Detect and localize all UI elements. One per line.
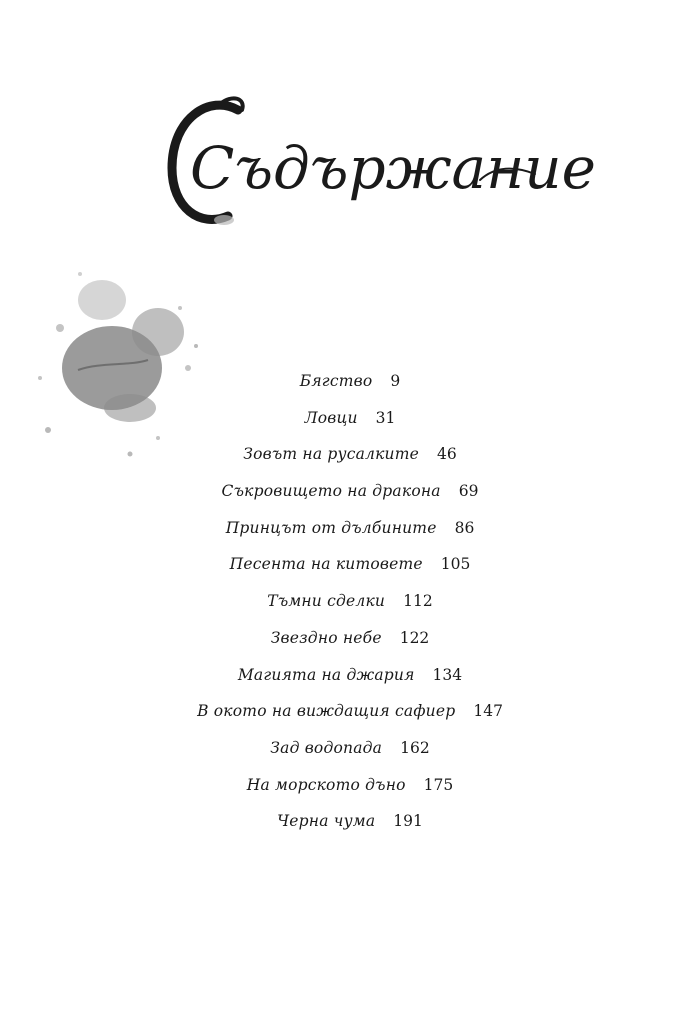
title-text: Съдържание [190, 134, 596, 202]
toc-entry-page: 112 [403, 592, 433, 611]
toc-entry-title: Песента на китовете [229, 555, 423, 574]
title-ink-drop [214, 215, 234, 225]
toc-entry[interactable] [0, 404, 700, 441]
toc-entry[interactable] [0, 550, 700, 587]
toc-entry-page: 147 [473, 702, 503, 721]
toc-entry[interactable] [0, 624, 700, 661]
toc-entry-page: 86 [454, 518, 475, 537]
heading-area [0, 0, 700, 260]
toc-entry-page: 31 [375, 408, 396, 427]
toc-entry-page: 162 [400, 738, 430, 757]
toc-entry-title: На морското дъно [246, 775, 406, 794]
toc-entry[interactable] [0, 514, 700, 551]
toc-entry-title: Бягство [299, 372, 373, 390]
toc-entry[interactable] [0, 367, 700, 404]
page-title [150, 88, 596, 248]
toc-entry-title: Тъмни сделки [267, 592, 386, 611]
toc-entry-title: Ловци [304, 408, 358, 427]
toc-entry-title: Съкровището на дракона [221, 482, 441, 501]
toc-entry-page: 175 [423, 775, 454, 794]
toc-entry-page: 69 [458, 482, 479, 501]
toc-entry[interactable] [0, 807, 700, 844]
toc-entry-title: Принцът от дълбините [225, 518, 437, 537]
toc-entry-page: 46 [437, 445, 457, 464]
toc-entry[interactable] [0, 661, 700, 698]
toc-entry-page: 191 [393, 812, 423, 831]
toc-entry-title: Зовът на русалките [243, 445, 420, 464]
toc-entry[interactable] [0, 587, 700, 624]
table-of-contents [0, 367, 700, 844]
toc-entry-page: 134 [432, 665, 463, 684]
toc-entry-page: 9 [390, 372, 401, 390]
toc-entry[interactable] [0, 477, 700, 514]
toc-entry[interactable] [0, 734, 700, 771]
toc-entry-title: В окото на виждащия сафиер [197, 702, 456, 721]
toc-entry-title: Магията на джария [237, 665, 415, 684]
toc-entry-page: 105 [440, 555, 471, 574]
toc-entry[interactable] [0, 697, 700, 734]
toc-entry-title: Звездно небе [270, 628, 382, 647]
toc-entry-title: Зад водопада [270, 738, 383, 757]
toc-entry-page: 122 [399, 628, 430, 647]
toc-entry-title: Черна чума [277, 812, 376, 831]
toc-entry[interactable] [0, 771, 700, 808]
toc-entry[interactable] [0, 440, 700, 477]
